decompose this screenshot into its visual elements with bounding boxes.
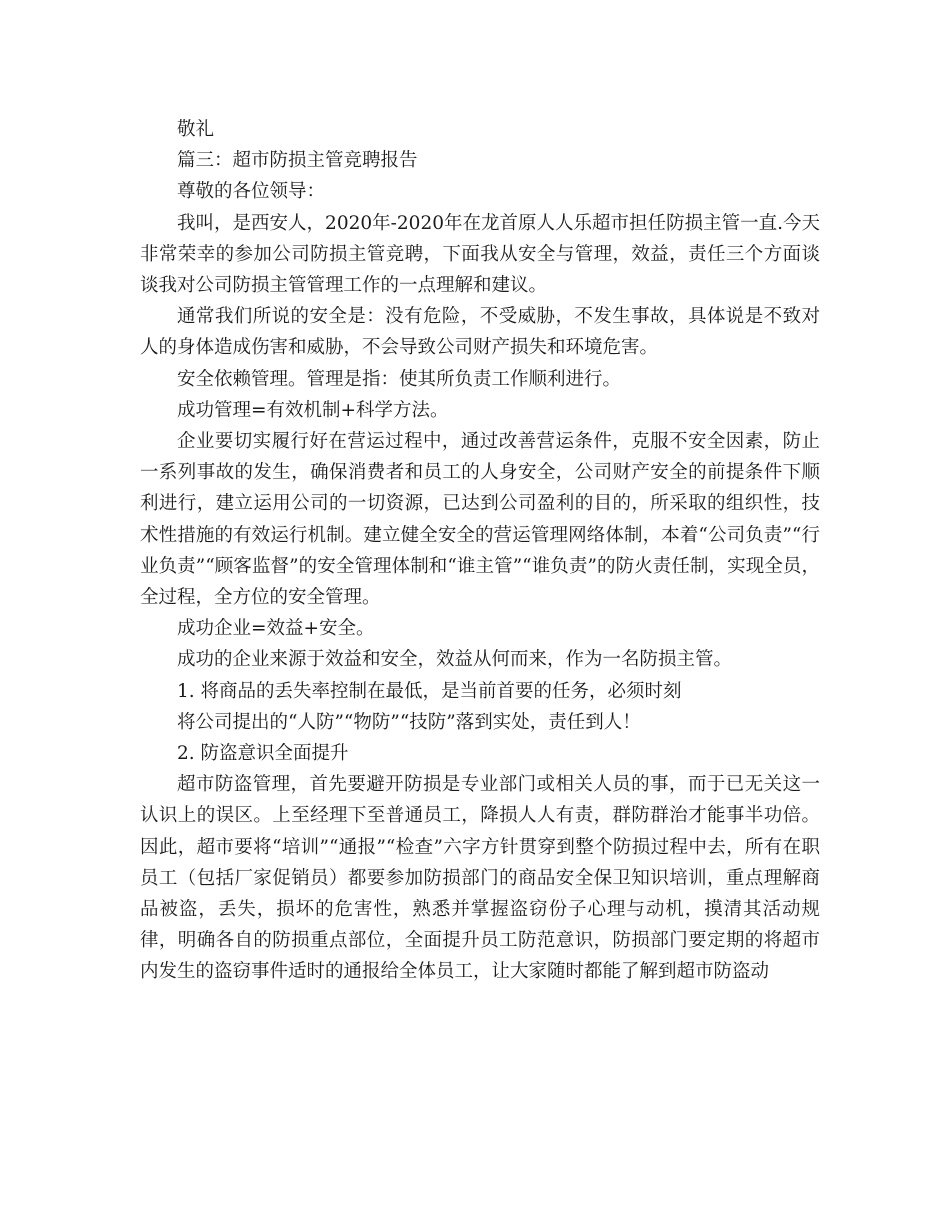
paragraph: 超市防盗管理，首先要避开防损是专业部门或相关人员的事，而于已无关这一认识上的误区。上至经理下至普通员工，降损人人有责，群防群治才能事半功倍。因此，超市要将“培训”“通报”“检查”六字方针贯穿到整个防损过程中去，所有在职员工（包括厂家促销员）都要参加防损部门的商品安全保卫知识培训，重点理解商品被盗，丢失，损坏的危害性，熟悉并掌握盗窃份子心理与动机，摸清其活动规律，明确各自的防损重点部位，全面提升员工防范意识，防损部门要定期的将超市内发生的盗窃事件适时的通报给全体员工，让大家随时都能了解到超市防盗动 xyxy=(140,774,820,983)
closing-salutation: 敬礼 xyxy=(177,119,215,140)
paragraph: 成功企业=效益+安全。 xyxy=(177,618,375,640)
list-item: 1. 将商品的丢失率控制在最低，是当前首要的任务，必须时刻 xyxy=(177,680,682,702)
list-item: 2. 防盗意识全面提升 xyxy=(177,743,349,765)
paragraph: 成功的企业来源于效益和安全，效益从何而来，作为一名防损主管。 xyxy=(177,649,733,671)
paragraph: 安全依赖管理。管理是指：使其所负责工作顺利进行。 xyxy=(177,368,622,390)
document-body xyxy=(140,114,820,988)
paragraph: 将公司提出的“人防”“物防”“技防”落到实处，责任到人！ xyxy=(177,711,641,733)
paragraph: 通常我们所说的安全是：没有危险，不受威胁，不发生事故，具体说是不致对人的身体造成伤害和威胁，不会导致公司财产损失和环境危害。 xyxy=(140,306,820,359)
section-title: 篇三：超市防损主管竞聘报告 xyxy=(177,150,418,172)
paragraph: 成功管理=有效机制+科学方法。 xyxy=(177,399,449,421)
paragraph: 我叫，是西安人，2020年-2020年在龙首原人人乐超市担任防损主管一直.今天非常荣幸的参加公司防损主管竞聘，下面我从安全与管理，效益，责任三个方面谈谈我对公司防损主管管理工作的一点理解和建议。 xyxy=(140,212,820,297)
greeting: 尊敬的各位领导： xyxy=(177,181,326,203)
paragraph: 企业要切实履行好在营运过程中，通过改善营运条件，克服不安全因素，防止一系列事故的发生，确保消费者和员工的人身安全，公司财产安全的前提条件下顺利进行，建立运用公司的一切资源，已达到公司盈利的目的，所采取的组织性，技术性措施的有效运行机制。建立健全安全的营运管理网络体制，本着“公司负责”“行业负责”“顾客监督”的安全管理体制和“谁主管”“谁负责”的防火责任制，实现全员，全过程，全方位的安全管理。 xyxy=(140,431,820,609)
